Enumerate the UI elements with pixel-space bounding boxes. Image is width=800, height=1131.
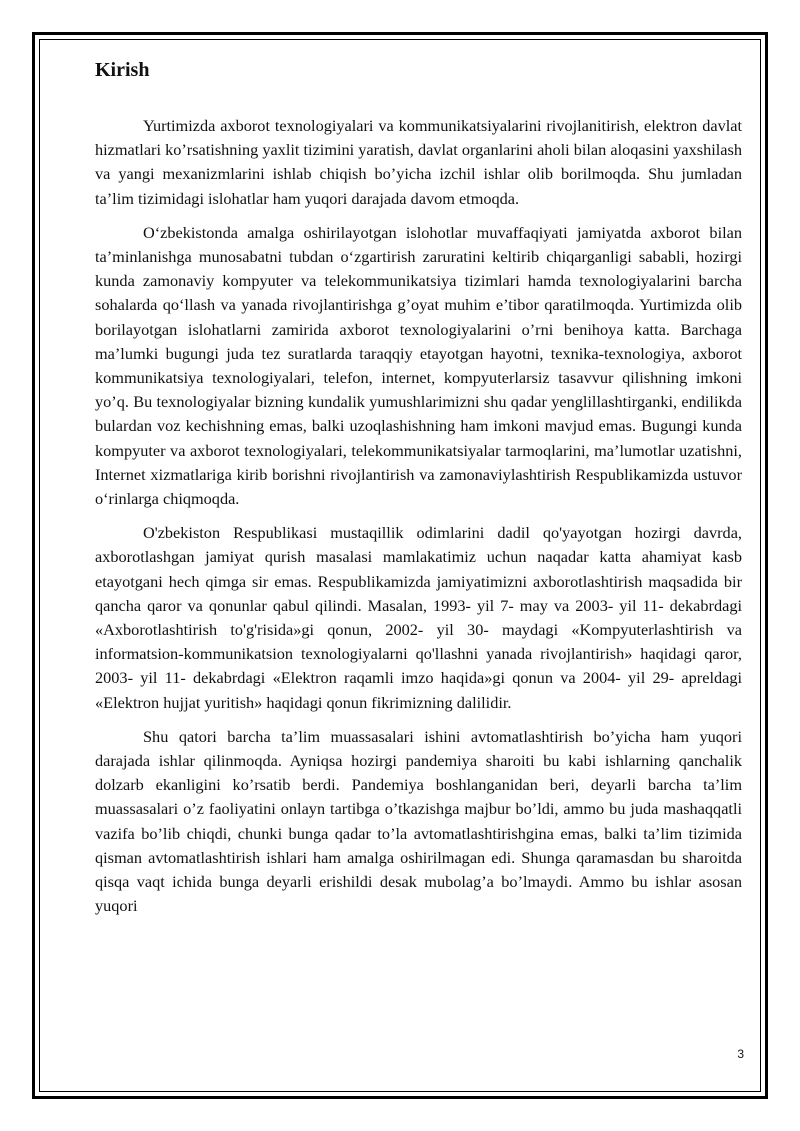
paragraph-1: Yurtimizda axborot texnologiyalari va kommunikatsiyalarini rivojlanitirish, elektron davlat hizmatlari ko’rsatishning yaxlit tizimini yaratish, davlat organlarini aholi bilan aloqasini yaxshilash va yangi mexanizmlarini ishlab chiqish bo’yicha izchil ishlar olib borilmoqda. Shu jumladan ta’lim tizimidagi islohatlar ham yuqori darajada davom etmoqda.: [95, 116, 742, 208]
paragraph-2: O‘zbekistonda amalga oshirilayotgan islohotlar muvaffaqiyati jamiyatda axborot bilan ta’minlanishga munosabatni tubdan o‘zgartirish zaruratini keltirib chiqarganligi sababli, hozirgi kunda zamonaviy kompyuter va telekommunikatsiya tizimlari hamda texnologiyalarini barcha sohalarda qo‘llash va yanada rivojlantirishga g’oyat muhim e’tibor qaratilmoqda. Yurtimizda olib borilayotgan islohatlarni zamirida axborot texnologiyalarini o’rni benihoya katta. Barchaga ma’lumki bugungi juda tez suratlarda taraqqiy etayotgan hayotni, texnika-texnologiya, axborot kommunikatsiya texnologiyalari, telefon, internet, kompyuterlarsiz tasavvur qilishning imkoni yo’q. Bu texnologiyalar bizning kundalik yumushlarimizni shu qadar yenglillashtirganki, endilikda bulardan voz kechishning emas, balki uzoqlashishning ham imkoni mavjud emas. Bugungi kunda kompyuter va axborot texnologiyalari, telekommunikatsiyalar tarmoqlarini, ma’lumotlar uzatishni, Internet xizmatlariga kirib borishni rivojlantirish va zamonaviylashtirish Respublikamizda ustuvor o‘rinlarga chiqmoqda.: [95, 222, 742, 509]
page-number: 3: [737, 1047, 744, 1061]
document-body: [95, 57, 742, 929]
paragraph-3: O'zbekiston Respublikasi mustaqillik odimlarini dadil qo'yayotgan hozirgi davrda, axborotlashgan jamiyat qurish masalasi mamlakatimiz uchun naqadar katta ahamiyat kasb etayotgani hech qimga sir emas. Respublikamizda jamiyatimizni axborotlashtirish maqsadida bir qancha qaror va qonunlar qabul qilindi. Masalan, 1993- yil 7- may va 2003- yil 11- dekabrdagi «Axborotlashtirish to'g'risida»gi qonun, 2002- yil 30- maydagi «Kompyuterlashtirish va informatsion-kommunikatsion texnologiyalarni qo'llashni yanada rivojlantirish» haqidagi qaror, 2003- yil 11- dekabrdagi «Elektron raqamli imzo haqida»gi qonun va 2004- yil 29- apreldagi «Elektron hujjat yuritish» haqidagi qonun fikrimizning dalilidir.: [95, 523, 742, 712]
section-heading: Kirish: [95, 59, 150, 81]
paragraph-4: Shu qatori barcha ta’lim muassasalari ishini avtomatlashtirish bo’yicha ham yuqori darajada ishlar qilinmoqda. Ayniqsa hozirgi pandemiya sharoiti bu kabi ishlarning qanchalik dolzarb ekanligini ko’rsatib berdi. Pandemiya boshlanganidan beri, deyarli barcha ta’lim muassasalari o’z faoliyatini onlayn tartibga o’tkazishga majbur bo’ldi, ammo bu juda mashaqqatli vazifa bo’lib chiqdi, chunki bunga qadar to’la avtomatlashtirishgina emas, balki ta’lim tizimida qisman avtomatlashtirish ishlari ham amalga oshirilmagan edi. Shunga qaramasdan bu sharoitda qisqa vaqt ichida bunga deyarli erishildi desak mubolag’a bo’lmaydi. Ammo bu ishlar asosan yuqori: [95, 726, 742, 916]
